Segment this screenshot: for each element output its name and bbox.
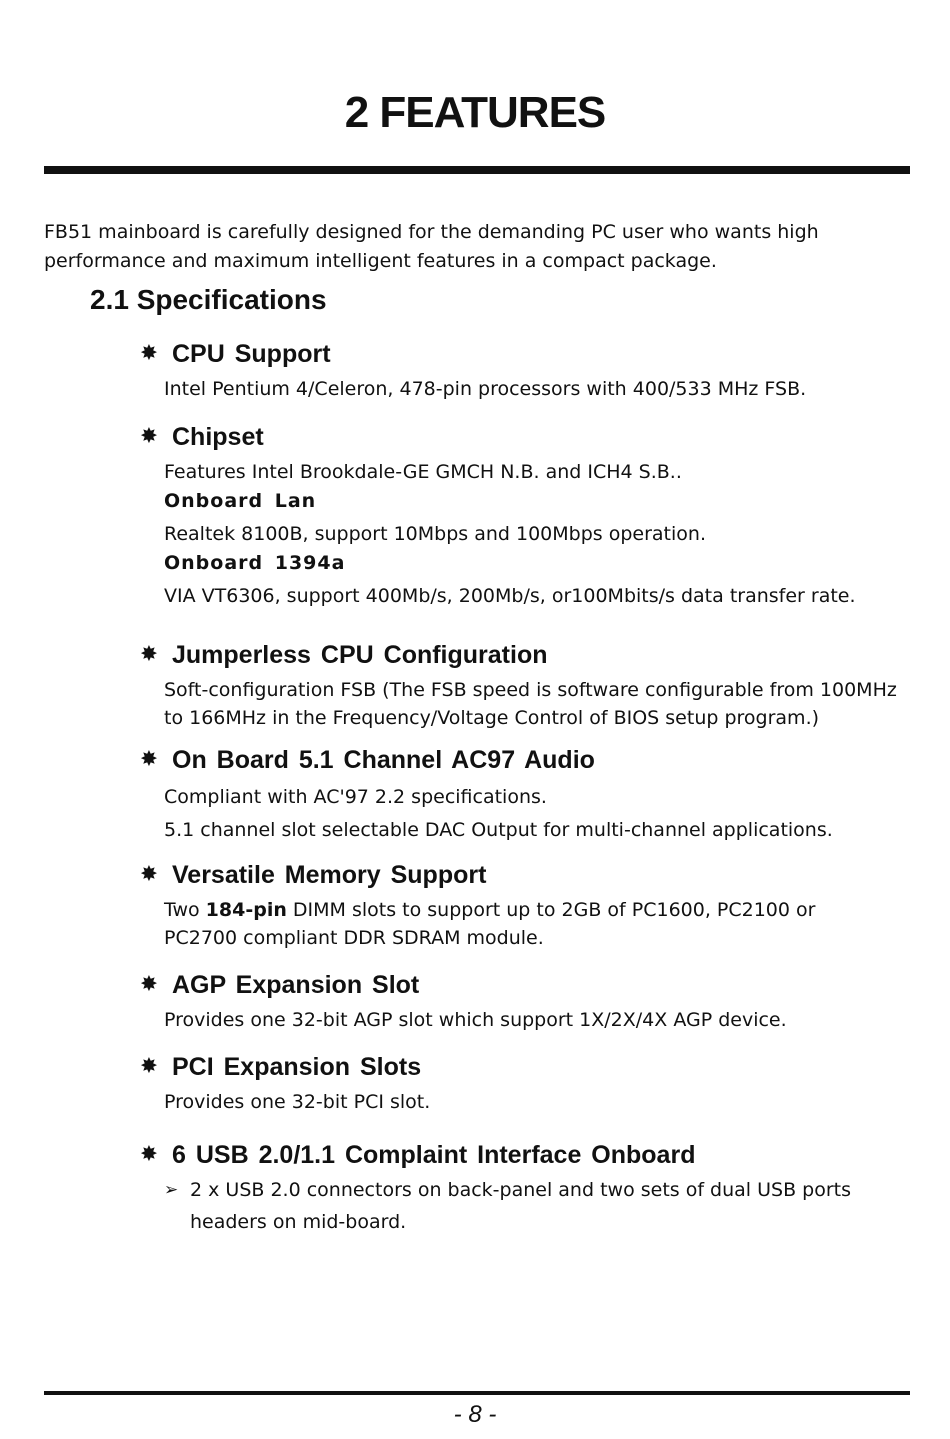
spec-sub-label: Onboard Lan [164,490,317,512]
bottom-rule [44,1391,910,1395]
page-number: - 8 - [453,1401,497,1428]
page-title: 2 FEATURES [344,88,606,137]
top-rule [44,166,910,174]
spec-memory [138,860,918,952]
spec-heading: 6 USB 2.0/1.1 Complaint Interface Onboard [172,1141,696,1169]
spec-text: VIA VT6306, support 400Mb/s, 200Mb/s, or100Mbits/s data transfer rate. [164,585,856,607]
spec-usb [138,1140,918,1238]
spec-text: Intel Pentium 4/Celeron, 478-pin processors with 400/533 MHz FSB. [164,378,807,400]
spec-text: Provides one 32-bit AGP slot which support 1X/2X/4X AGP device. [164,1009,787,1031]
spec-heading: Versatile Memory Support [172,861,487,889]
asterisk-star-icon: ✸ [141,426,157,447]
asterisk-star-icon: ✸ [141,644,157,665]
spec-sub-label: Onboard 1394a [164,552,346,574]
asterisk-star-icon: ✸ [141,864,157,885]
spec-text: 2 x USB 2.0 connectors on back-panel and two sets of dual USB ports headers on mid-board. [190,1179,852,1233]
spec-jumperless-cpu [138,640,918,732]
spec-text: Compliant with AC'97 2.2 specifications. [164,786,547,808]
spec-heading: CPU Support [172,340,331,368]
asterisk-star-icon: ✸ [141,974,157,995]
spec-text: Provides one 32-bit PCI slot. [164,1091,431,1113]
spec-text: Two 184-pin DIMM slots to support up to 2GB of PC1600, PC2100 or PC2700 compliant DDR SDRAM module. [164,899,816,949]
spec-audio [138,745,918,847]
spec-heading: Chipset [172,423,264,451]
list-item [164,1174,884,1238]
spec-pci [138,1052,918,1116]
asterisk-star-icon: ✸ [141,1056,157,1077]
spec-chipset [138,422,918,610]
asterisk-star-icon: ✸ [141,1144,157,1165]
spec-agp [138,970,918,1034]
arrow-bullet-icon: ➢ [164,1180,179,1200]
spec-heading: AGP Expansion Slot [172,971,420,999]
spec-heading: Jumperless CPU Configuration [172,641,548,669]
spec-cpu-support [138,339,918,403]
spec-text: Features Intel Brookdale-GE GMCH N.B. and ICH4 S.B.. [164,461,682,483]
asterisk-star-icon: ✸ [141,749,157,770]
spec-text: Realtek 8100B, support 10Mbps and 100Mbps operation. [164,523,706,545]
spec-heading: PCI Expansion Slots [172,1053,422,1081]
spec-text: Soft-configuration FSB (The FSB speed is software configurable from 100MHz to 166MHz in the Frequency/Voltage Control of BIOS setup program.) [164,679,897,729]
section-title: 2.1 Specifications [90,284,327,315]
spec-heading: On Board 5.1 Channel AC97 Audio [172,746,595,774]
asterisk-star-icon: ✸ [141,343,157,364]
spec-text: 5.1 channel slot selectable DAC Output for multi-channel applications. [164,819,833,841]
pin-count: 184-pin [205,899,287,921]
intro-paragraph: FB51 mainboard is carefully designed for the demanding PC user who wants high performance and maximum intelligent features in a compact package. [44,221,819,272]
